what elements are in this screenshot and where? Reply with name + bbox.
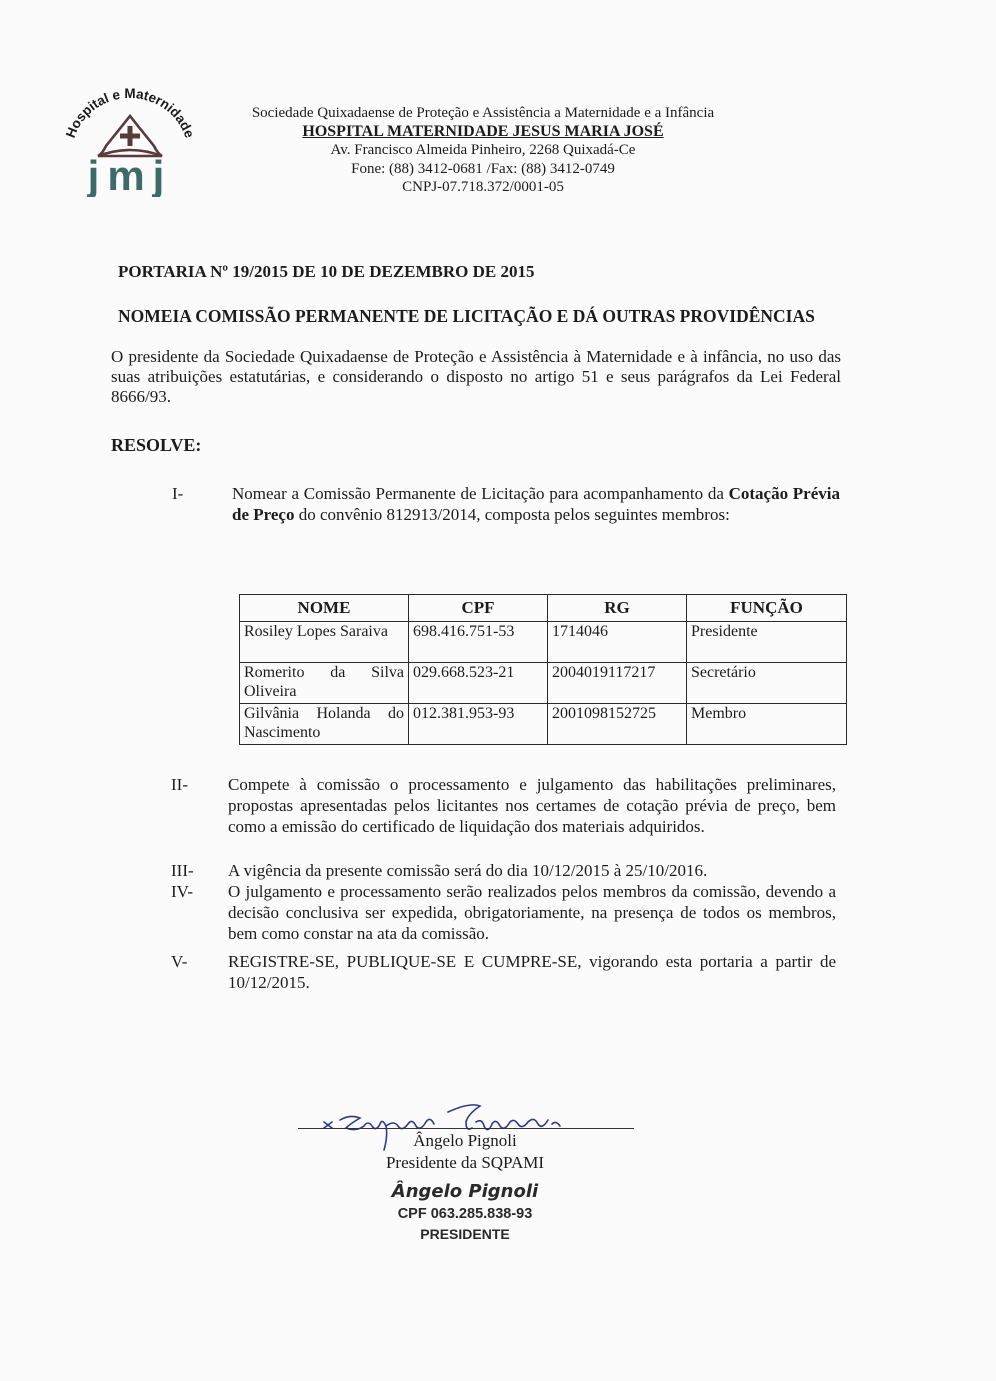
nurse-cap-cross-icon xyxy=(98,116,162,156)
hospital-logo xyxy=(58,82,208,197)
hospital-address: Av. Francisco Almeida Pinheiro, 2268 Quixadá-Ce xyxy=(330,142,636,158)
cell-funcao: Presidente xyxy=(687,622,847,663)
clause-text-part: do convênio 812913/2014, composta pelos seguintes membros: xyxy=(294,505,730,524)
cell-cpf: 029.668.523-21 xyxy=(409,663,548,704)
hospital-phone: Fone: (88) 3412-0681 /Fax: (88) 3412-0749 xyxy=(351,160,615,177)
clause-number: IV- xyxy=(171,882,194,901)
clause-text: A vigência da presente comissão será do dia 10/12/2015 à 25/10/2016. xyxy=(228,861,708,880)
table-header-row xyxy=(240,595,847,622)
clause-number: III- xyxy=(171,861,194,880)
signatory-role: Presidente da SQPAMI xyxy=(385,1153,545,1172)
cell-nome: Rosiley Lopes Saraiva xyxy=(240,622,409,663)
cell-cpf: 698.416.751-53 xyxy=(409,622,548,663)
clause-text-bold: Cotação Prévia de Preço xyxy=(232,484,840,524)
table-row xyxy=(240,622,847,663)
cell-nome: Romerito da Silva Oliveira xyxy=(240,663,409,704)
document-title: PORTARIA Nº 19/2015 DE 10 DE DEZEMBRO DE 2015 xyxy=(118,262,535,281)
society-name: Sociedade Quixadaense de Proteção e Assistência a Maternidade e a Infância xyxy=(251,105,715,121)
clause-text xyxy=(232,483,840,525)
cell-cpf: 012.381.953-93 xyxy=(409,704,548,745)
header-nome: NOME xyxy=(240,595,409,622)
cell-funcao: Secretário xyxy=(687,663,847,704)
cell-rg: 1714046 xyxy=(548,622,687,663)
stamp-cpf: CPF 063.285.838-93 xyxy=(397,1206,533,1222)
document-subject: NOMEIA COMISSÃO PERMANENTE DE LICITAÇÃO E DÁ OUTRAS PROVIDÊNCIAS xyxy=(118,306,815,326)
letterhead xyxy=(218,104,748,197)
clause-text: O julgamento e processamento serão realizados pelos membros da comissão, devendo a decisão conclusiva ser expedida, obrigatoriamente, na presença de todos os membros, bem como constar na ata da comissão. xyxy=(228,882,836,943)
cell-rg: 2004019117217 xyxy=(548,663,687,704)
clause-number: V- xyxy=(171,952,188,971)
header-cpf: CPF xyxy=(409,595,548,622)
stamp-name: Ângelo Pignoli xyxy=(391,1181,539,1202)
cell-funcao: Membro xyxy=(687,704,847,745)
clause-text: REGISTRE-SE, PUBLIQUE-SE E CUMPRE-SE, vigorando esta portaria a partir de 10/12/2015. xyxy=(228,952,836,992)
resolve-heading: RESOLVE: xyxy=(111,435,202,455)
clause-number: I- xyxy=(172,484,184,503)
signatory-name: Ângelo Pignoli xyxy=(413,1131,517,1150)
header-rg: RG xyxy=(548,595,687,622)
header-funcao: FUNÇÃO xyxy=(687,595,847,622)
signature-line xyxy=(298,1128,634,1129)
stamp-role: PRESIDENTE xyxy=(420,1226,510,1242)
clause-text: Compete à comissão o processamento e julgamento das habilitações preliminares, propostas apresentadas pelos licitantes nos certames de cotação prévia de preço, bem como a emissão do certificado de liquidação dos materiais adquiridos. xyxy=(228,775,836,836)
table-row xyxy=(240,704,847,745)
cell-nome: Gilvânia Holanda do Nascimento xyxy=(240,704,409,745)
table-row xyxy=(240,663,847,704)
members-table xyxy=(239,594,847,745)
intro-paragraph: O presidente da Sociedade Quixadaense de Proteção e Assistência à Maternidade e à infância, no uso das suas atribuições estatutárias, e considerando o disposto no artigo 51 e seus parágrafos da Lei Federal 8666/93. xyxy=(111,347,841,406)
logo-graphic xyxy=(58,82,208,197)
logo-initials: jmj xyxy=(87,152,173,197)
cell-rg: 2001098152725 xyxy=(548,704,687,745)
clause-text-part: Nomear a Comissão Permanente de Licitação para acompanhamento da xyxy=(232,484,729,503)
logo-arc-text: Hospital e Maternidade xyxy=(62,85,198,140)
hospital-cnpj: CNPJ-07.718.372/0001-05 xyxy=(402,179,564,195)
hospital-name: HOSPITAL MATERNIDADE JESUS MARIA JOSÉ xyxy=(302,122,664,140)
clause-number: II- xyxy=(171,775,188,794)
